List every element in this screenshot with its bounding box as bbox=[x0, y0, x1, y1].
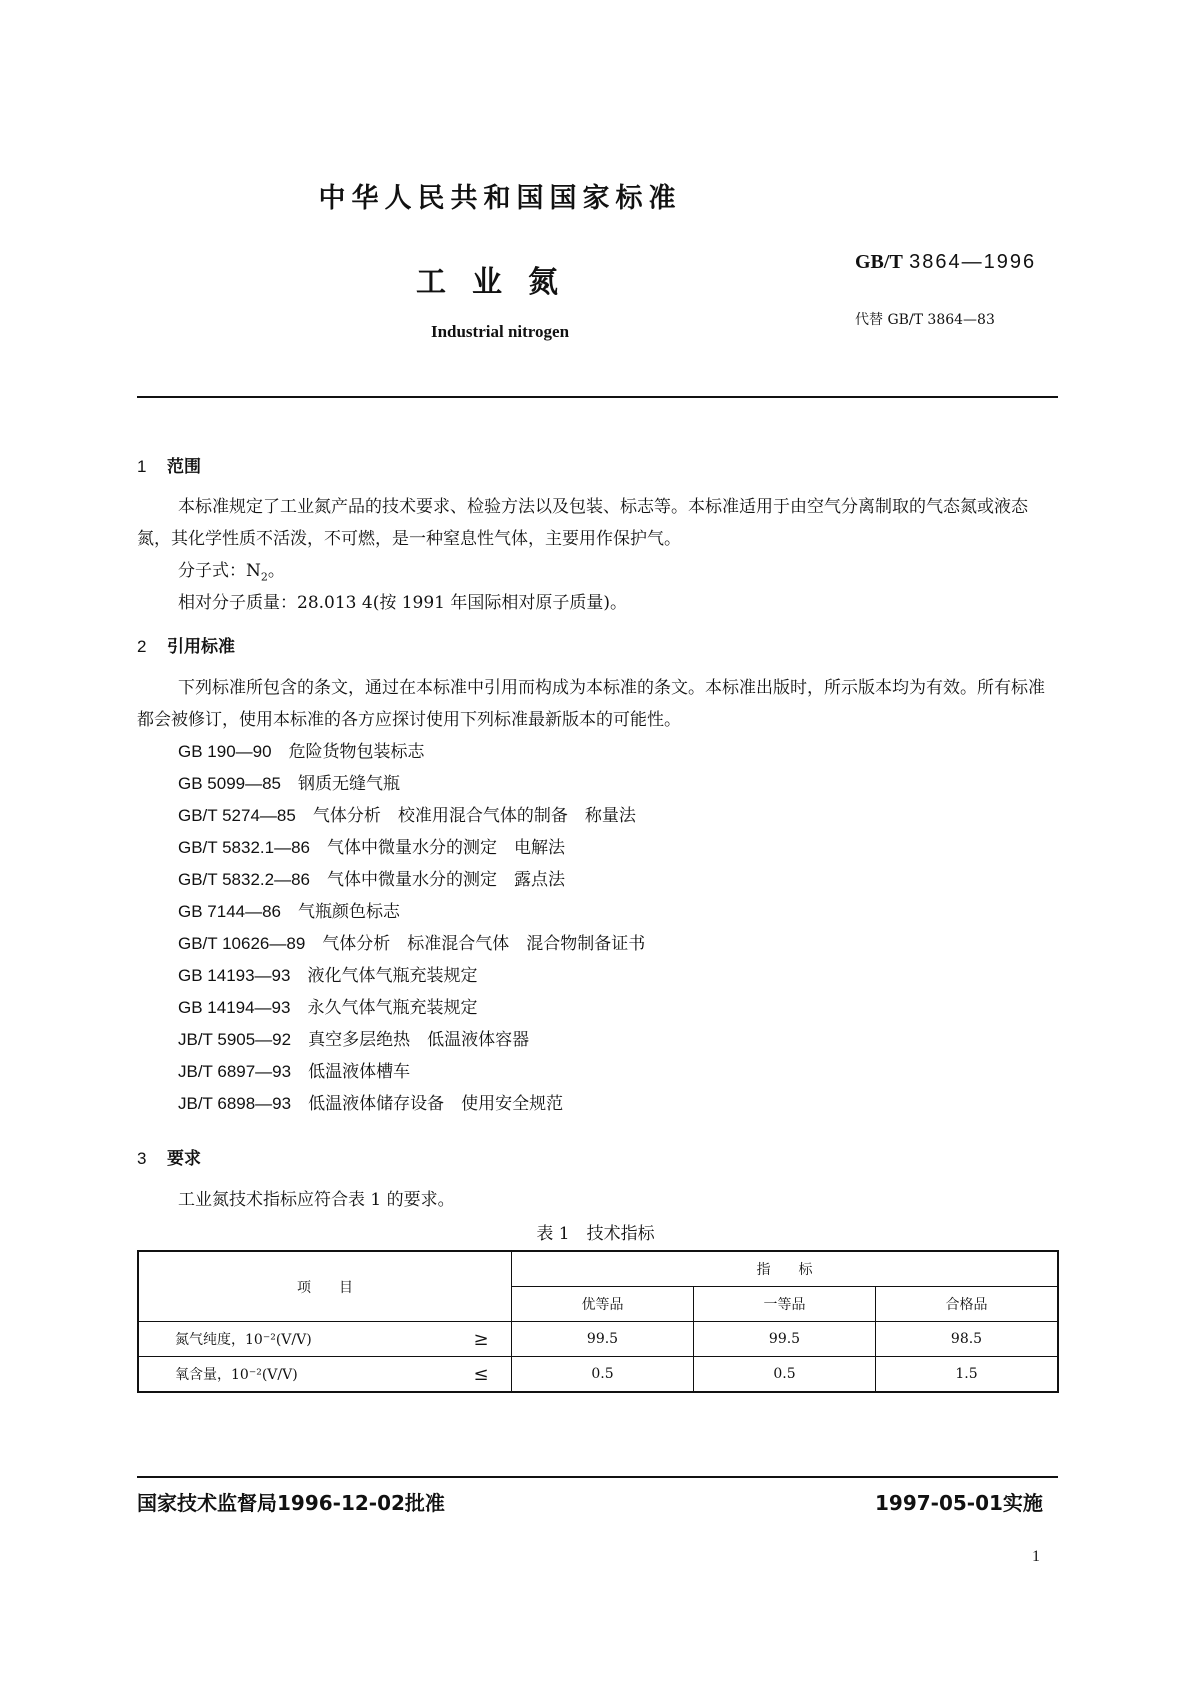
table-caption: 表 1 技术指标 bbox=[536, 1224, 655, 1244]
reference-item bbox=[178, 1056, 410, 1088]
grade-header: 优等品 bbox=[512, 1287, 694, 1322]
reference-item bbox=[178, 768, 400, 800]
section-heading-1 bbox=[137, 452, 201, 477]
row-label: 氮气纯度，10⁻²(V/V) bbox=[138, 1322, 451, 1357]
national-standard-title: 中华人民共和国国家标准 bbox=[318, 183, 682, 214]
approval-date: 国家技术监督局1996-12-02批准 bbox=[137, 1491, 445, 1515]
effective-date: 1997-05-01实施 bbox=[875, 1491, 1043, 1515]
reference-item bbox=[178, 736, 425, 768]
item-header: 项 目 bbox=[138, 1251, 512, 1322]
reference-title: 低温液体槽车 bbox=[308, 1062, 411, 1082]
grade-header: 一等品 bbox=[694, 1287, 876, 1322]
page-number: 1 bbox=[1032, 1548, 1040, 1565]
document-title-english: Industrial nitrogen bbox=[430, 322, 570, 341]
reference-code: GB 14193—93 bbox=[178, 966, 291, 985]
footer-rule bbox=[137, 1476, 1058, 1478]
index-header: 指 标 bbox=[512, 1251, 1059, 1287]
section-number: 2 bbox=[137, 637, 147, 656]
reference-code: GB/T 5832.1—86 bbox=[178, 838, 310, 857]
reference-code: JB/T 6898—93 bbox=[178, 1094, 292, 1113]
table-header-row bbox=[138, 1251, 1058, 1287]
reference-title: 气体中微量水分的测定 电解法 bbox=[327, 838, 565, 858]
reference-title: 钢质无缝气瓶 bbox=[298, 774, 401, 794]
reference-code: GB 5099—85 bbox=[178, 774, 282, 793]
table-row bbox=[138, 1322, 1058, 1357]
reference-code: GB 7144—86 bbox=[178, 902, 282, 921]
section-heading-2 bbox=[137, 632, 235, 657]
reference-code: GB 190—90 bbox=[178, 742, 272, 761]
reference-item bbox=[178, 896, 400, 928]
section-title: 范围 bbox=[167, 457, 201, 477]
references-intro: 下列标准所包含的条文，通过在本标准中引用而构成为本标准的条文。本标准出版时，所示版本均为有效。所有标准都会被修订，使用本标准的各方应探讨使用下列标准最新版本的可能性。 bbox=[137, 678, 1045, 730]
reference-code: GB 14194—93 bbox=[178, 998, 291, 1017]
section-title: 引用标准 bbox=[167, 637, 235, 657]
formula-main: N bbox=[246, 561, 261, 581]
reference-title: 低温液体储存设备 使用安全规范 bbox=[308, 1094, 564, 1114]
section-number: 3 bbox=[137, 1149, 147, 1168]
header-rule bbox=[137, 396, 1058, 398]
formula-label: 分子式： bbox=[178, 561, 246, 581]
table-cell: 0.5 bbox=[694, 1357, 876, 1393]
reference-item bbox=[178, 928, 645, 960]
spec-table bbox=[137, 1250, 1059, 1393]
reference-code: GB/T 5274—85 bbox=[178, 806, 296, 825]
standard-number bbox=[855, 249, 1036, 274]
reference-title: 真空多层绝热 低温液体容器 bbox=[308, 1030, 530, 1050]
replaces-standard: 代替 GB/T 3864—83 bbox=[855, 312, 995, 328]
section-heading-3 bbox=[137, 1144, 201, 1169]
grade-header: 合格品 bbox=[876, 1287, 1059, 1322]
reference-item bbox=[178, 864, 565, 896]
row-operator: ≥ bbox=[451, 1322, 512, 1357]
molecular-mass: 相对分子质量：28.013 4(按 1991 年国际相对原子质量)。 bbox=[178, 593, 628, 613]
reference-item bbox=[178, 800, 636, 832]
reference-code: JB/T 6897—93 bbox=[178, 1062, 292, 1081]
reference-item bbox=[178, 832, 565, 864]
reference-item bbox=[178, 1088, 563, 1120]
section-title: 要求 bbox=[167, 1149, 201, 1169]
table-cell: 99.5 bbox=[512, 1322, 694, 1357]
table-cell: 99.5 bbox=[694, 1322, 876, 1357]
reference-title: 危险货物包装标志 bbox=[288, 742, 425, 762]
reference-title: 液化气体气瓶充装规定 bbox=[307, 966, 478, 986]
reference-code: JB/T 5905—92 bbox=[178, 1030, 292, 1049]
reference-item bbox=[178, 992, 477, 1024]
standard-code: 3864—1996 bbox=[909, 251, 1037, 273]
document-title: 工业氮 bbox=[416, 265, 584, 300]
reference-code: GB/T 10626—89 bbox=[178, 934, 306, 953]
scope-paragraph: 本标准规定了工业氮产品的技术要求、检验方法以及包装、标志等。本标准适用于由空气分离制取的气态氮或液态氮，其化学性质不活泼，不可燃，是一种窒息性气体，主要用作保护气。 bbox=[137, 497, 1028, 549]
standard-prefix: GB/T bbox=[855, 251, 903, 273]
section-number: 1 bbox=[137, 457, 147, 476]
formula-subscript: 2 bbox=[260, 570, 268, 584]
formula-end: 。 bbox=[267, 561, 285, 581]
requirements-paragraph: 工业氮技术指标应符合表 1 的要求。 bbox=[178, 1190, 455, 1210]
reference-title: 气瓶颜色标志 bbox=[298, 902, 401, 922]
table-cell: 1.5 bbox=[876, 1357, 1059, 1393]
reference-item bbox=[178, 960, 477, 992]
reference-title: 气体中微量水分的测定 露点法 bbox=[327, 870, 565, 890]
row-operator: ≤ bbox=[451, 1357, 512, 1393]
row-label: 氧含量，10⁻²(V/V) bbox=[138, 1357, 451, 1393]
reference-title: 气体分析 校准用混合气体的制备 称量法 bbox=[312, 806, 636, 826]
table-cell: 98.5 bbox=[876, 1322, 1059, 1357]
reference-code: GB/T 5832.2—86 bbox=[178, 870, 310, 889]
table-cell: 0.5 bbox=[512, 1357, 694, 1393]
reference-title: 永久气体气瓶充装规定 bbox=[307, 998, 478, 1018]
reference-title: 气体分析 标准混合气体 混合物制备证书 bbox=[322, 934, 646, 954]
table-row bbox=[138, 1357, 1058, 1393]
reference-item bbox=[178, 1024, 529, 1056]
